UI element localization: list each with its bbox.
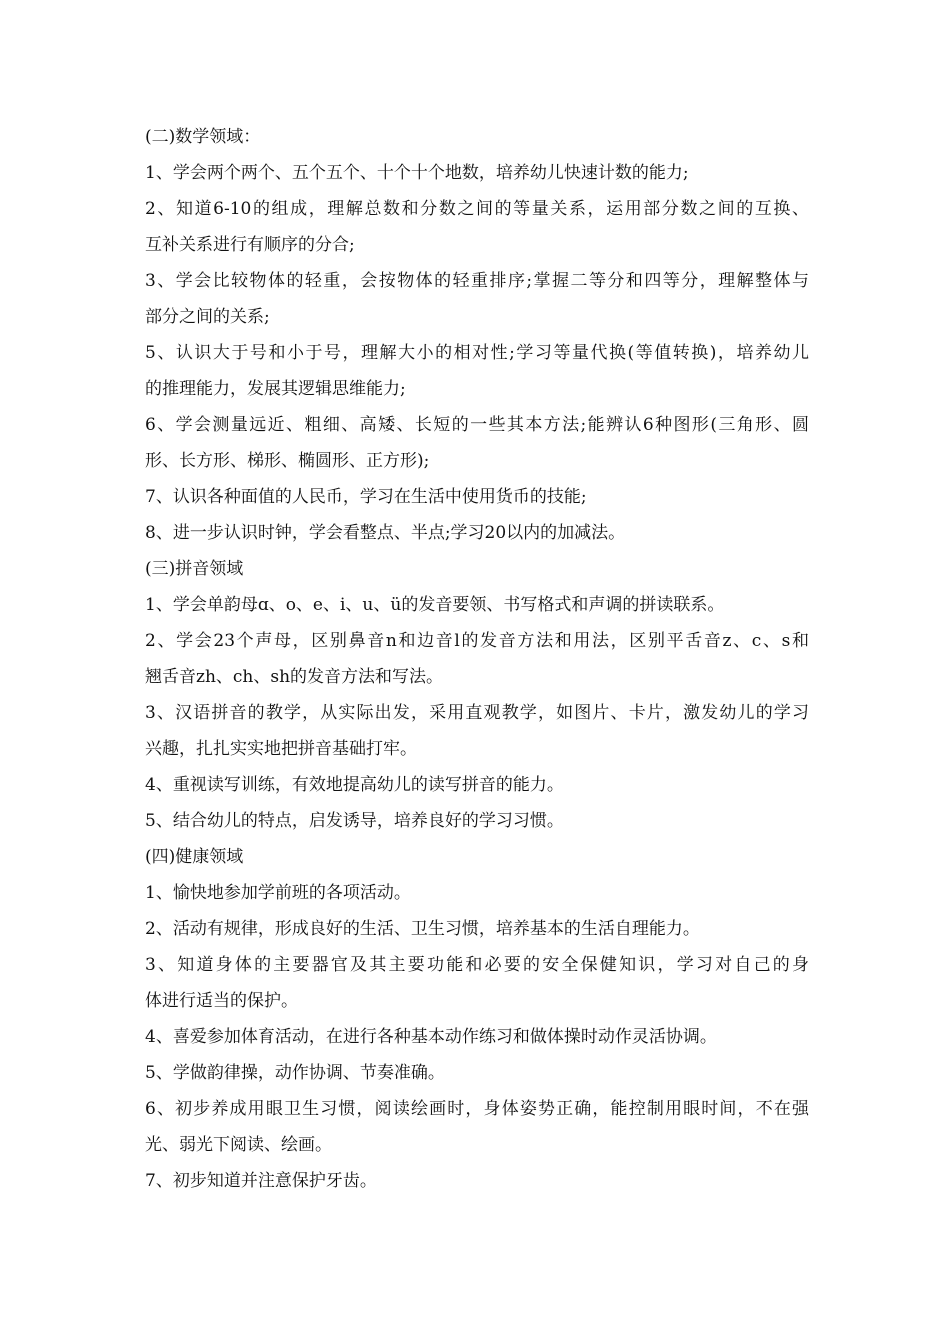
section-heading-pinyin: (三)拼音领域 xyxy=(145,559,244,579)
paragraph-line: 形、长方形、梯形、椭圆形、正方形); xyxy=(145,451,430,471)
paragraph-line: 1、愉快地参加学前班的各项活动。 xyxy=(145,883,411,903)
paragraph-line: 1、学会单韵母ɑ、o、e、i、u、ü的发音要领、书写格式和声调的拼读联系。 xyxy=(145,595,725,615)
paragraph-line: 3、学会比较物体的轻重，会按物体的轻重排序;掌握二等分和四等分，理解整体与 xyxy=(145,271,809,291)
paragraph-line: 6、初步养成用眼卫生习惯，阅读绘画时，身体姿势正确，能控制用眼时间，不在强 xyxy=(145,1099,809,1119)
paragraph-line: 3、汉语拼音的教学，从实际出发，采用直观教学，如图片、卡片，激发幼儿的学习 xyxy=(145,703,809,723)
paragraph-line: 2、学会23个声母，区别鼻音n和边音l的发音方法和用法，区别平舌音z、c、s和 xyxy=(145,631,809,651)
paragraph-line: 8、进一步认识时钟，学会看整点、半点;学习20以内的加减法。 xyxy=(145,523,626,543)
paragraph-line: 兴趣，扎扎实实地把拼音基础打牢。 xyxy=(145,739,417,759)
paragraph-line: 2、活动有规律，形成良好的生活、卫生习惯，培养基本的生活自理能力。 xyxy=(145,919,700,939)
paragraph-line: 翘舌音zh、ch、sh的发音方法和写法。 xyxy=(145,667,444,687)
paragraph-line: 体进行适当的保护。 xyxy=(145,991,298,1011)
paragraph-line: 的推理能力，发展其逻辑思维能力; xyxy=(145,379,406,399)
paragraph-line: 部分之间的关系; xyxy=(145,307,270,327)
paragraph-line: 光、弱光下阅读、绘画。 xyxy=(145,1135,332,1155)
paragraph-line: 7、认识各种面值的人民币，学习在生活中使用货币的技能; xyxy=(145,487,587,507)
paragraph-line: 4、重视读写训练，有效地提高幼儿的读写拼音的能力。 xyxy=(145,775,564,795)
paragraph-line: 3、知道身体的主要器官及其主要功能和必要的安全保健知识，学习对自己的身 xyxy=(145,955,809,975)
paragraph-line: 5、结合幼儿的特点，启发诱导，培养良好的学习习惯。 xyxy=(145,811,564,831)
paragraph-line: 5、认识大于号和小于号，理解大小的相对性;学习等量代换(等值转换)，培养幼儿 xyxy=(145,343,809,363)
paragraph-line: 1、学会两个两个、五个五个、十个十个地数，培养幼儿快速计数的能力; xyxy=(145,163,689,183)
section-heading-math: (二)数学领域： xyxy=(145,127,261,147)
paragraph-line: 6、学会测量远近、粗细、高矮、长短的一些其本方法;能辨认6种图形(三角形、圆 xyxy=(145,415,809,435)
paragraph-line: 4、喜爱参加体育活动，在进行各种基本动作练习和做体操时动作灵活协调。 xyxy=(145,1027,717,1047)
document-body xyxy=(145,119,809,1199)
paragraph-line: 7、初步知道并注意保护牙齿。 xyxy=(145,1171,377,1191)
section-heading-health: (四)健康领域 xyxy=(145,847,244,867)
paragraph-line: 2、知道6-10的组成，理解总数和分数之间的等量关系，运用部分数之间的互换、 xyxy=(145,199,809,219)
paragraph-line: 互补关系进行有顺序的分合; xyxy=(145,235,355,255)
paragraph-line: 5、学做韵律操，动作协调、节奏准确。 xyxy=(145,1063,445,1083)
